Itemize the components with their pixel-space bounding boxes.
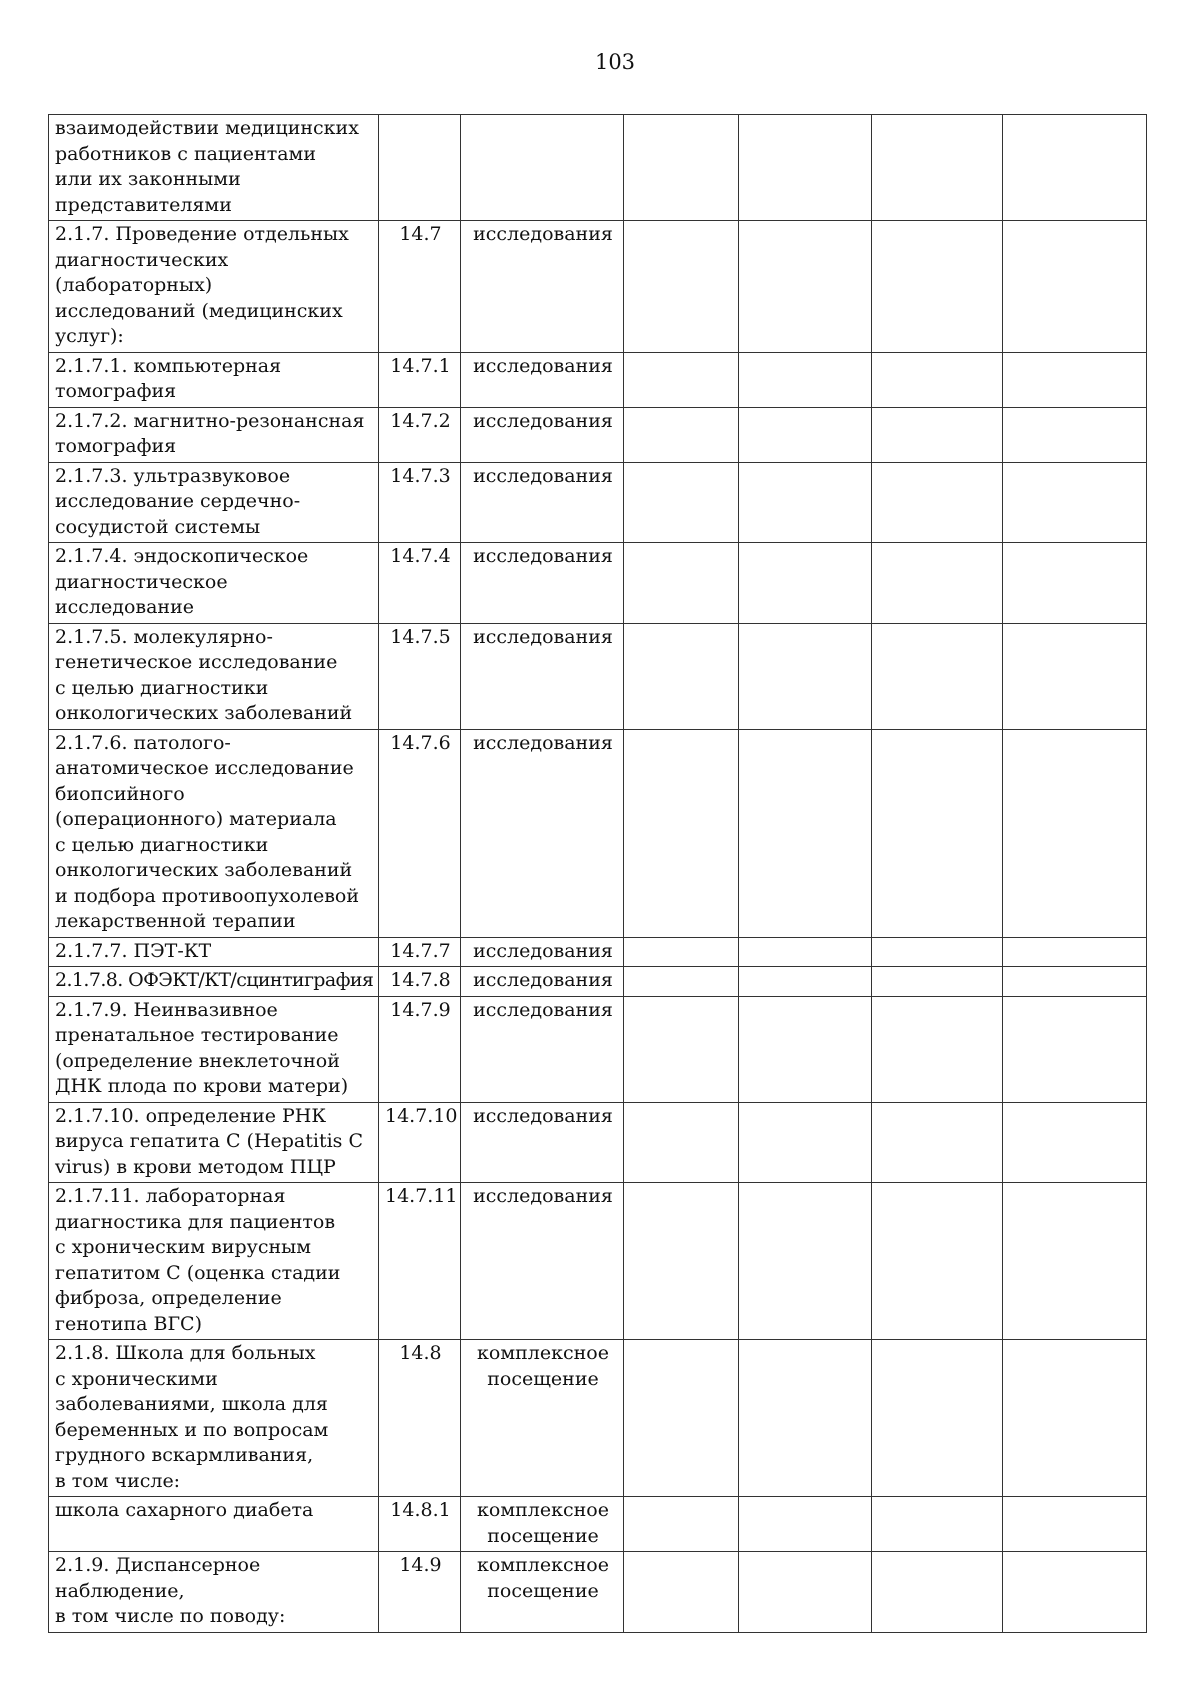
empty-value-cell bbox=[624, 1102, 739, 1183]
row-code-cell bbox=[379, 115, 461, 221]
empty-value-cell bbox=[739, 729, 872, 937]
empty-value-cell bbox=[872, 967, 1003, 997]
row-code-cell: 14.9 bbox=[379, 1552, 461, 1633]
empty-value-cell bbox=[624, 543, 739, 624]
indicator-name-cell: школа сахарного диабета bbox=[49, 1497, 379, 1552]
indicator-name-cell: 2.1.7.4. эндоскопическое диагностическое исследование bbox=[49, 543, 379, 624]
empty-value-cell bbox=[624, 1340, 739, 1497]
indicator-name-cell: взаимодействии медицинских работников с пациентами или их законными представителями bbox=[49, 115, 379, 221]
indicator-name-cell: 2.1.8. Школа для больных с хроническими заболеваниями, школа для беременных и по вопросам грудного вскармливания, в том числе: bbox=[49, 1340, 379, 1497]
row-code-cell: 14.7.10 bbox=[379, 1102, 461, 1183]
indicator-name-cell: 2.1.7.1. компьютерная томография bbox=[49, 352, 379, 407]
empty-value-cell bbox=[624, 937, 739, 967]
unit-cell: исследования bbox=[461, 407, 624, 462]
empty-value-cell bbox=[872, 937, 1003, 967]
empty-value-cell bbox=[739, 543, 872, 624]
table-row bbox=[49, 407, 1147, 462]
empty-value-cell bbox=[872, 352, 1003, 407]
empty-value-cell bbox=[624, 221, 739, 353]
table-row bbox=[49, 462, 1147, 543]
empty-value-cell bbox=[739, 937, 872, 967]
empty-value-cell bbox=[624, 1552, 739, 1633]
row-code-cell: 14.7.1 bbox=[379, 352, 461, 407]
empty-value-cell bbox=[1003, 623, 1147, 729]
page-number: 103 bbox=[594, 50, 636, 74]
row-code-cell: 14.7.8 bbox=[379, 967, 461, 997]
empty-value-cell bbox=[1003, 967, 1147, 997]
row-code-cell: 14.8 bbox=[379, 1340, 461, 1497]
empty-value-cell bbox=[624, 1497, 739, 1552]
indicator-name-cell: 2.1.7.6. патолого- анатомическое исследование биопсийного (операционного) материала с целью диагностики онкологических заболеваний и подбора противоопухолевой лекарственной терапии bbox=[49, 729, 379, 937]
empty-value-cell bbox=[872, 115, 1003, 221]
row-code-cell: 14.7.5 bbox=[379, 623, 461, 729]
row-code-cell: 14.7.2 bbox=[379, 407, 461, 462]
row-code-cell: 14.7.11 bbox=[379, 1183, 461, 1340]
row-code-cell: 14.7 bbox=[379, 221, 461, 353]
unit-cell: исследования bbox=[461, 1183, 624, 1340]
unit-cell bbox=[461, 115, 624, 221]
table-row bbox=[49, 967, 1147, 997]
row-code-cell: 14.7.9 bbox=[379, 996, 461, 1102]
table-row bbox=[49, 221, 1147, 353]
row-code-cell: 14.7.3 bbox=[379, 462, 461, 543]
empty-value-cell bbox=[624, 967, 739, 997]
empty-value-cell bbox=[1003, 729, 1147, 937]
indicator-name-cell: 2.1.7.11. лабораторная диагностика для пациентов с хроническим вирусным гепатитом С (оценка стадии фиброза, определение генотипа ВГС) bbox=[49, 1183, 379, 1340]
empty-value-cell bbox=[872, 1183, 1003, 1340]
table-row bbox=[49, 1102, 1147, 1183]
unit-cell: исследования bbox=[461, 729, 624, 937]
indicator-name-cell: 2.1.7.5. молекулярно- генетическое исследование с целью диагностики онкологических заболеваний bbox=[49, 623, 379, 729]
empty-value-cell bbox=[872, 543, 1003, 624]
empty-value-cell bbox=[624, 407, 739, 462]
indicator-name-cell: 2.1.7.8. ОФЭКТ/КТ/сцинтиграфия bbox=[49, 967, 379, 997]
indicator-name-cell: 2.1.7.10. определение РНК вируса гепатита С (Hepatitis C virus) в крови методом ПЦР bbox=[49, 1102, 379, 1183]
table-row bbox=[49, 937, 1147, 967]
empty-value-cell bbox=[872, 1102, 1003, 1183]
empty-value-cell bbox=[1003, 1340, 1147, 1497]
empty-value-cell bbox=[1003, 221, 1147, 353]
table-row bbox=[49, 1183, 1147, 1340]
empty-value-cell bbox=[872, 462, 1003, 543]
empty-value-cell bbox=[739, 1497, 872, 1552]
empty-value-cell bbox=[1003, 352, 1147, 407]
unit-cell: исследования bbox=[461, 996, 624, 1102]
indicator-name-cell: 2.1.7.3. ультразвуковое исследование сердечно- сосудистой системы bbox=[49, 462, 379, 543]
empty-value-cell bbox=[739, 623, 872, 729]
unit-cell: комплексное посещение bbox=[461, 1497, 624, 1552]
empty-value-cell bbox=[872, 1552, 1003, 1633]
table-row bbox=[49, 1552, 1147, 1633]
table-row bbox=[49, 115, 1147, 221]
empty-value-cell bbox=[1003, 1497, 1147, 1552]
table-row bbox=[49, 623, 1147, 729]
indicator-name-cell: 2.1.7.7. ПЭТ-КТ bbox=[49, 937, 379, 967]
empty-value-cell bbox=[739, 462, 872, 543]
empty-value-cell bbox=[624, 1183, 739, 1340]
indicator-name-cell: 2.1.7. Проведение отдельных диагностических (лабораторных) исследований (медицинских услуг): bbox=[49, 221, 379, 353]
table-row bbox=[49, 729, 1147, 937]
indicators-table bbox=[48, 114, 1147, 1633]
empty-value-cell bbox=[1003, 996, 1147, 1102]
empty-value-cell bbox=[1003, 937, 1147, 967]
unit-cell: исследования bbox=[461, 1102, 624, 1183]
empty-value-cell bbox=[739, 1552, 872, 1633]
empty-value-cell bbox=[739, 996, 872, 1102]
unit-cell: исследования bbox=[461, 623, 624, 729]
empty-value-cell bbox=[872, 996, 1003, 1102]
empty-value-cell bbox=[624, 729, 739, 937]
empty-value-cell bbox=[739, 1183, 872, 1340]
unit-cell: исследования bbox=[461, 937, 624, 967]
row-code-cell: 14.7.7 bbox=[379, 937, 461, 967]
table-row bbox=[49, 1340, 1147, 1497]
unit-cell: комплексное посещение bbox=[461, 1552, 624, 1633]
empty-value-cell bbox=[624, 115, 739, 221]
unit-cell: исследования bbox=[461, 221, 624, 353]
empty-value-cell bbox=[872, 1497, 1003, 1552]
empty-value-cell bbox=[872, 623, 1003, 729]
table-row bbox=[49, 996, 1147, 1102]
table-row bbox=[49, 543, 1147, 624]
unit-cell: исследования bbox=[461, 462, 624, 543]
empty-value-cell bbox=[624, 462, 739, 543]
empty-value-cell bbox=[739, 352, 872, 407]
empty-value-cell bbox=[739, 407, 872, 462]
indicator-name-cell: 2.1.7.2. магнитно-резонансная томография bbox=[49, 407, 379, 462]
row-code-cell: 14.7.4 bbox=[379, 543, 461, 624]
empty-value-cell bbox=[739, 115, 872, 221]
empty-value-cell bbox=[624, 352, 739, 407]
table-row bbox=[49, 1497, 1147, 1552]
unit-cell: исследования bbox=[461, 967, 624, 997]
table-body bbox=[49, 115, 1147, 1633]
empty-value-cell bbox=[739, 1102, 872, 1183]
unit-cell: комплексное посещение bbox=[461, 1340, 624, 1497]
empty-value-cell bbox=[1003, 543, 1147, 624]
empty-value-cell bbox=[872, 729, 1003, 937]
empty-value-cell bbox=[624, 996, 739, 1102]
unit-cell: исследования bbox=[461, 543, 624, 624]
empty-value-cell bbox=[624, 623, 739, 729]
empty-value-cell bbox=[872, 221, 1003, 353]
indicator-name-cell: 2.1.9. Диспансерное наблюдение, в том числе по поводу: bbox=[49, 1552, 379, 1633]
empty-value-cell bbox=[739, 1340, 872, 1497]
empty-value-cell bbox=[1003, 115, 1147, 221]
indicator-name-cell: 2.1.7.9. Неинвазивное пренатальное тестирование (определение внеклеточной ДНК плода по крови матери) bbox=[49, 996, 379, 1102]
row-code-cell: 14.7.6 bbox=[379, 729, 461, 937]
table-row bbox=[49, 352, 1147, 407]
empty-value-cell bbox=[1003, 1102, 1147, 1183]
empty-value-cell bbox=[1003, 1183, 1147, 1340]
empty-value-cell bbox=[1003, 462, 1147, 543]
empty-value-cell bbox=[1003, 1552, 1147, 1633]
row-code-cell: 14.8.1 bbox=[379, 1497, 461, 1552]
empty-value-cell bbox=[872, 1340, 1003, 1497]
empty-value-cell bbox=[739, 967, 872, 997]
unit-cell: исследования bbox=[461, 352, 624, 407]
empty-value-cell bbox=[872, 407, 1003, 462]
empty-value-cell bbox=[1003, 407, 1147, 462]
empty-value-cell bbox=[739, 221, 872, 353]
